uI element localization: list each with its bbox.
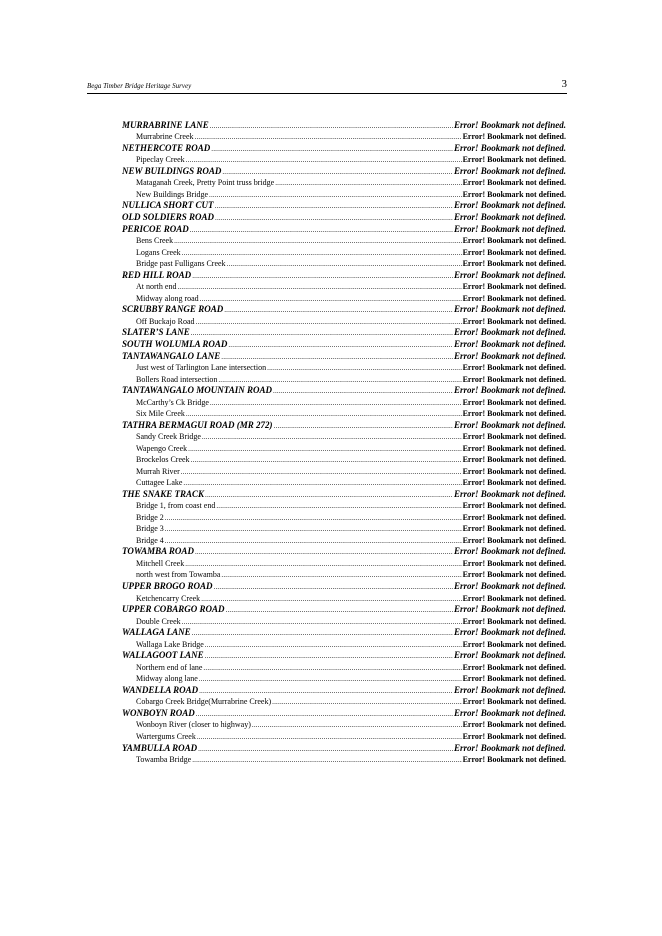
toc-dot-leader: [205, 653, 453, 660]
toc-entry-title: Murrabrine Creek: [136, 132, 194, 142]
toc-entry-page: Error! Bookmark not defined.: [462, 662, 566, 672]
toc-entry-page: Error! Bookmark not defined.: [462, 535, 566, 545]
toc-dot-leader: [222, 169, 453, 176]
toc-dot-leader: [209, 192, 462, 199]
toc-bridge-entry[interactable]: [122, 660, 566, 672]
toc-entry-page: Error! Bookmark not defined.: [462, 282, 566, 292]
toc-entry-page: Error! Bookmark not defined.: [462, 397, 566, 407]
toc-dot-leader: [210, 400, 462, 407]
toc-entry-page: Error! Bookmark not defined.: [462, 316, 566, 326]
toc-bridge-entry[interactable]: [122, 314, 566, 326]
toc-entry-page: Error! Bookmark not defined.: [462, 674, 566, 684]
toc-entry-page: Error! Bookmark not defined.: [462, 697, 566, 707]
toc-entry-title: Wonboyn River (closer to highway): [136, 720, 251, 730]
toc-entry-title: WONBOYN ROAD: [122, 707, 195, 718]
toc-bridge-entry[interactable]: [122, 361, 566, 373]
toc-bridge-entry[interactable]: [122, 637, 566, 649]
toc-entry-page: Error! Bookmark not defined.: [462, 409, 566, 419]
toc-road-entry[interactable]: [122, 303, 566, 315]
toc-dot-leader: [183, 480, 461, 487]
toc-bridge-entry[interactable]: [122, 280, 566, 292]
toc-entry-page: Error! Bookmark not defined.: [453, 119, 566, 130]
toc-dot-leader: [165, 526, 462, 533]
toc-entry-title: Midway along road: [136, 293, 199, 303]
toc-entry-page: Error! Bookmark not defined.: [453, 419, 566, 430]
toc-entry-title: TANTAWANGALO LANE: [122, 350, 221, 361]
toc-dot-leader: [214, 584, 453, 591]
toc-entry-page: Error! Bookmark not defined.: [453, 350, 566, 361]
toc-dot-leader: [215, 203, 453, 210]
toc-road-entry[interactable]: [122, 141, 566, 153]
toc-entry-page: Error! Bookmark not defined.: [462, 293, 566, 303]
toc-dot-leader: [210, 123, 453, 130]
toc-dot-leader: [211, 146, 453, 153]
toc-entry-title: Bridge 4: [136, 535, 164, 545]
toc-dot-leader: [192, 630, 453, 637]
toc-entry-title: PERICOE ROAD: [122, 223, 189, 234]
toc-entry-title: north west from Towamba: [136, 570, 221, 580]
toc-entry-page: Error! Bookmark not defined.: [453, 142, 566, 153]
toc-entry-page: Error! Bookmark not defined.: [462, 189, 566, 199]
toc-dot-leader: [195, 134, 462, 141]
toc-bridge-entry[interactable]: [122, 407, 566, 419]
toc-entry-page: Error! Bookmark not defined.: [462, 720, 566, 730]
toc-entry-page: Error! Bookmark not defined.: [462, 466, 566, 476]
toc-dot-leader: [177, 284, 461, 291]
toc-entry-title: Double Creek: [136, 616, 181, 626]
toc-entry-page: Error! Bookmark not defined.: [462, 755, 566, 765]
toc-entry-page: Error! Bookmark not defined.: [462, 432, 566, 442]
toc-entry-page: Error! Bookmark not defined.: [462, 731, 566, 741]
toc-road-entry[interactable]: [122, 487, 566, 499]
toc-road-entry[interactable]: [122, 649, 566, 661]
toc-dot-leader: [221, 572, 461, 579]
toc-entry-page: Error! Bookmark not defined.: [453, 604, 566, 615]
toc-entry-title: Bridge 2: [136, 512, 164, 522]
toc-entry-title: Bridge past Fulligans Creek: [136, 259, 226, 269]
toc-entry-page: Error! Bookmark not defined.: [462, 132, 566, 142]
toc-road-entry[interactable]: [122, 164, 566, 176]
toc-entry-page: Error! Bookmark not defined.: [462, 570, 566, 580]
toc-entry-page: Error! Bookmark not defined.: [462, 639, 566, 649]
toc-entry-title: Cuttagee Lake: [136, 478, 183, 488]
toc-entry-page: Error! Bookmark not defined.: [453, 223, 566, 234]
toc-entry-page: Error! Bookmark not defined.: [462, 501, 566, 511]
toc-entry-page: Error! Bookmark not defined.: [462, 374, 566, 384]
toc-dot-leader: [199, 688, 453, 695]
toc-entry-title: Sandy Creek Bridge: [136, 432, 201, 442]
toc-entry-title: TOWAMBA ROAD: [122, 546, 194, 557]
toc-entry-page: Error! Bookmark not defined.: [453, 581, 566, 591]
toc-entry-page: Error! Bookmark not defined.: [453, 742, 566, 753]
toc-bridge-entry[interactable]: [122, 568, 566, 580]
table-of-contents: [122, 118, 566, 764]
toc-entry-page: Error! Bookmark not defined.: [462, 363, 566, 373]
toc-entry-title: OLD SOLDIERS ROAD: [122, 211, 215, 222]
toc-dot-leader: [195, 549, 453, 556]
toc-entry-page: Error! Bookmark not defined.: [453, 627, 566, 638]
toc-entry-page: Error! Bookmark not defined.: [453, 165, 566, 176]
toc-dot-leader: [227, 261, 462, 268]
toc-dot-leader: [182, 250, 462, 257]
toc-bridge-entry[interactable]: [122, 441, 566, 453]
toc-road-entry[interactable]: [122, 268, 566, 280]
toc-road-entry[interactable]: [122, 210, 566, 222]
toc-entry-page: Error! Bookmark not defined.: [462, 178, 566, 188]
toc-bridge-entry[interactable]: [122, 176, 566, 188]
toc-entry-title: Just west of Tarlington Lane intersection: [136, 363, 267, 373]
toc-bridge-entry[interactable]: [122, 614, 566, 626]
toc-entry-page: Error! Bookmark not defined.: [462, 259, 566, 269]
page-header: [87, 80, 567, 94]
toc-entry-page: Error! Bookmark not defined.: [453, 385, 566, 396]
toc-entry-page: Error! Bookmark not defined.: [453, 211, 566, 222]
toc-dot-leader: [174, 238, 461, 245]
toc-bridge-entry[interactable]: [122, 395, 566, 407]
toc-dot-leader: [224, 307, 453, 314]
toc-entry-title: Ketchencarry Creek: [136, 593, 201, 603]
toc-bridge-entry[interactable]: [122, 533, 566, 545]
toc-dot-leader: [186, 157, 462, 164]
toc-entry-page: Error! Bookmark not defined.: [462, 247, 566, 257]
toc-bridge-entry[interactable]: [122, 510, 566, 522]
toc-dot-leader: [186, 411, 462, 418]
toc-entry-title: Bridge 1, from coast end: [136, 501, 216, 511]
toc-road-entry[interactable]: [122, 545, 566, 557]
toc-bridge-entry[interactable]: [122, 672, 566, 684]
toc-road-entry[interactable]: [122, 222, 566, 234]
toc-bridge-entry[interactable]: [122, 729, 566, 741]
toc-entry-page: Error! Bookmark not defined.: [462, 455, 566, 465]
toc-entry-title: SOUTH WOLUMLA ROAD: [122, 338, 228, 349]
toc-entry-page: Error! Bookmark not defined.: [462, 558, 566, 568]
toc-entry-title: Bollers Road intersection: [136, 374, 218, 384]
toc-entry-page: Error! Bookmark not defined.: [462, 616, 566, 626]
toc-bridge-entry[interactable]: [122, 291, 566, 303]
toc-dot-leader: [181, 469, 462, 476]
toc-entry-title: SLATER’S LANE: [122, 327, 190, 338]
toc-bridge-entry[interactable]: [122, 591, 566, 603]
toc-entry-title: Midway along lane: [136, 674, 198, 684]
toc-road-entry[interactable]: [122, 118, 566, 130]
toc-entry-page: Error! Bookmark not defined.: [453, 304, 566, 315]
toc-road-entry[interactable]: [122, 326, 566, 338]
toc-entry-page: Error! Bookmark not defined.: [462, 443, 566, 453]
toc-dot-leader: [252, 722, 462, 729]
toc-bridge-entry[interactable]: [122, 257, 566, 269]
toc-bridge-entry[interactable]: [122, 245, 566, 257]
toc-bridge-entry[interactable]: [122, 464, 566, 476]
toc-road-entry[interactable]: [122, 579, 566, 591]
toc-entry-title: NULLICA SHORT CUT: [122, 200, 214, 211]
toc-entry-title: TATHRA BERMAGUI ROAD (MR 272): [122, 419, 273, 430]
toc-dot-leader: [215, 215, 453, 222]
toc-entry-title: Bens Creek: [136, 236, 174, 246]
toc-road-entry[interactable]: [122, 384, 566, 396]
toc-road-entry[interactable]: [122, 706, 566, 718]
toc-dot-leader: [197, 734, 462, 741]
toc-entry-title: TANTAWANGALO MOUNTAIN ROAD: [122, 385, 273, 396]
toc-dot-leader: [196, 319, 462, 326]
toc-dot-leader: [272, 699, 461, 706]
toc-entry-page: Error! Bookmark not defined.: [453, 327, 566, 338]
toc-entry-title: Towamba Bridge: [136, 755, 192, 765]
toc-dot-leader: [216, 503, 461, 510]
toc-road-entry[interactable]: [122, 626, 566, 638]
toc-dot-leader: [185, 561, 461, 568]
toc-dot-leader: [226, 607, 453, 614]
toc-entry-title: THE SNAKE TRACK: [122, 488, 205, 499]
toc-bridge-entry[interactable]: [122, 499, 566, 511]
toc-entry-title: Northern end of lane: [136, 662, 203, 672]
toc-entry-title: Mitchell Creek: [136, 558, 185, 568]
toc-bridge-entry[interactable]: [122, 476, 566, 488]
toc-dot-leader: [182, 619, 462, 626]
toc-entry-title: WANDELLA ROAD: [122, 684, 199, 695]
toc-entry-page: Error! Bookmark not defined.: [462, 236, 566, 246]
toc-entry-title: NEW BUILDINGS ROAD: [122, 165, 222, 176]
toc-dot-leader: [202, 434, 462, 441]
toc-entry-title: WALLAGOOT LANE: [122, 650, 204, 661]
toc-dot-leader: [201, 596, 461, 603]
toc-bridge-entry[interactable]: [122, 187, 566, 199]
toc-entry-title: Mataganah Creek, Pretty Point truss bridge: [136, 178, 275, 188]
toc-entry-title: Wapengo Creek: [136, 443, 188, 453]
toc-bridge-entry[interactable]: [122, 556, 566, 568]
header-title: Bega Timber Bridge Heritage Survey: [87, 82, 192, 90]
toc-bridge-entry[interactable]: [122, 430, 566, 442]
toc-bridge-entry[interactable]: [122, 372, 566, 384]
toc-road-entry[interactable]: [122, 741, 566, 753]
toc-entry-page: Error! Bookmark not defined.: [462, 593, 566, 603]
toc-dot-leader: [275, 180, 461, 187]
toc-entry-title: Wallaga Lake Bridge: [136, 639, 204, 649]
toc-entry-title: Six Mile Creek: [136, 409, 185, 419]
toc-dot-leader: [200, 296, 462, 303]
toc-bridge-entry[interactable]: [122, 695, 566, 707]
toc-entry-title: SCRUBBY RANGE ROAD: [122, 304, 224, 315]
toc-entry-title: Off Buckajo Road: [136, 316, 195, 326]
toc-entry-title: New Buildings Bridge: [136, 189, 208, 199]
toc-entry-title: Bridge 3: [136, 524, 164, 534]
toc-dot-leader: [188, 446, 461, 453]
toc-entry-page: Error! Bookmark not defined.: [453, 200, 566, 211]
toc-entry-page: Error! Bookmark not defined.: [462, 512, 566, 522]
toc-entry-title: Logans Creek: [136, 247, 181, 257]
toc-dot-leader: [228, 342, 453, 349]
toc-entry-title: Brockelos Creek: [136, 455, 190, 465]
toc-dot-leader: [274, 423, 453, 430]
toc-entry-title: RED HILL ROAD: [122, 269, 192, 280]
toc-dot-leader: [199, 676, 462, 683]
toc-road-entry[interactable]: [122, 418, 566, 430]
toc-dot-leader: [191, 457, 462, 464]
toc-entry-page: Error! Bookmark not defined.: [462, 524, 566, 534]
toc-dot-leader: [267, 365, 461, 372]
toc-dot-leader: [192, 273, 453, 280]
toc-dot-leader: [205, 642, 462, 649]
toc-bridge-entry[interactable]: [122, 234, 566, 246]
toc-entry-title: Wartergums Creek: [136, 731, 196, 741]
toc-road-entry[interactable]: [122, 199, 566, 211]
toc-entry-title: WALLAGA LANE: [122, 627, 191, 638]
toc-dot-leader: [273, 388, 453, 395]
toc-bridge-entry[interactable]: [122, 453, 566, 465]
toc-entry-page: Error! Bookmark not defined.: [453, 650, 566, 661]
toc-entry-title: McCarthy’s Ck Bridge: [136, 397, 209, 407]
toc-road-entry[interactable]: [122, 603, 566, 615]
toc-road-entry[interactable]: [122, 337, 566, 349]
toc-dot-leader: [190, 227, 453, 234]
toc-dot-leader: [191, 330, 453, 337]
toc-entry-page: Error! Bookmark not defined.: [453, 269, 566, 280]
toc-entry-title: UPPER COBARGO ROAD: [122, 604, 225, 615]
toc-entry-page: Error! Bookmark not defined.: [453, 338, 566, 349]
toc-bridge-entry[interactable]: [122, 130, 566, 142]
toc-dot-leader: [218, 377, 461, 384]
toc-entry-page: Error! Bookmark not defined.: [453, 546, 566, 557]
toc-entry-title: NETHERCOTE ROAD: [122, 142, 211, 153]
toc-entry-title: YAMBULLA ROAD: [122, 742, 198, 753]
toc-bridge-entry[interactable]: [122, 522, 566, 534]
toc-bridge-entry[interactable]: [122, 718, 566, 730]
toc-entry-page: Error! Bookmark not defined.: [462, 478, 566, 488]
toc-entry-title: Cobargo Creek Bridge(Murrabrine Creek): [136, 697, 272, 707]
toc-dot-leader: [203, 665, 461, 672]
toc-entry-title: At north end: [136, 282, 177, 292]
toc-dot-leader: [165, 538, 462, 545]
toc-dot-leader: [198, 746, 453, 753]
toc-road-entry[interactable]: [122, 349, 566, 361]
toc-dot-leader: [221, 354, 453, 361]
toc-entry-page: Error! Bookmark not defined.: [453, 488, 566, 499]
toc-entry-title: MURRABRINE LANE: [122, 119, 209, 130]
toc-entry-title: Murrah River: [136, 466, 180, 476]
toc-dot-leader: [196, 711, 453, 718]
toc-road-entry[interactable]: [122, 683, 566, 695]
toc-entry-page: Error! Bookmark not defined.: [453, 707, 566, 718]
toc-dot-leader: [205, 492, 453, 499]
toc-entry-page: Error! Bookmark not defined.: [453, 684, 566, 695]
toc-entry-title: Pipeclay Creek: [136, 155, 185, 165]
toc-bridge-entry[interactable]: [122, 753, 566, 765]
toc-entry-title: UPPER BROGO ROAD: [122, 581, 213, 591]
toc-dot-leader: [192, 757, 461, 764]
page-number: 3: [561, 78, 567, 90]
toc-bridge-entry[interactable]: [122, 153, 566, 165]
toc-dot-leader: [165, 515, 462, 522]
toc-entry-page: Error! Bookmark not defined.: [462, 155, 566, 165]
